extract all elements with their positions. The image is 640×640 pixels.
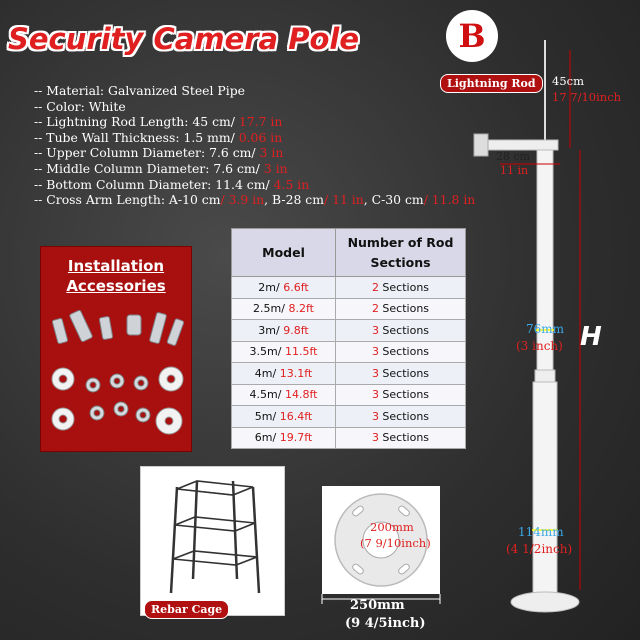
table-row: 5m/ 16.4ft 3 Sections: [232, 406, 466, 428]
table-row: 4m/ 13.1ft 3 Sections: [232, 363, 466, 385]
table-row: 2m/ 6.6ft 2 Sections: [232, 277, 466, 299]
table-row: 3m/ 9.8ft 3 Sections: [232, 320, 466, 342]
accessories-title: Installation Accessories: [66, 257, 166, 295]
rod-length-cm: 45cm: [552, 74, 584, 88]
spec-line: -- Color: White: [34, 98, 126, 114]
rod-length-in: 17 7/10inch: [552, 90, 622, 104]
plate-outer-in: (9 4/5inch): [345, 616, 426, 631]
page-title: Security Camera Pole: [8, 22, 359, 56]
spec-line-crossarm: -- Cross Arm Length: A-10 cm/ 3.9 in, B-28 cm/ 11 in, C-30 cm/ 11.8 in: [34, 192, 476, 208]
spec-line: -- Bottom Column Diameter: 11.4 cm/ 4.5 in: [34, 176, 310, 192]
plate-inner-in: (7 9/10inch): [360, 536, 431, 550]
spec-line: -- Middle Column Diameter: 7.6 cm/ 3 in: [34, 160, 288, 176]
plate-outer-mm: 250mm: [350, 598, 405, 613]
upper-diameter-mm: 76mm: [526, 322, 565, 336]
lower-diameter-in: (4 1/2inch): [506, 542, 573, 556]
lower-diameter-mm: 114mm: [518, 525, 564, 539]
spec-line: -- Lightning Rod Length: 45 cm/ 17.7 in: [34, 114, 283, 130]
spec-list: [34, 83, 475, 208]
spec-line: -- Material: Galvanized Steel Pipe: [34, 83, 245, 98]
arm-length-cm: 28 cm: [496, 150, 531, 163]
table-row: 4.5m/ 14.8ft 3 Sections: [232, 384, 466, 406]
spec-line: -- Upper Column Diameter: 7.6 cm/ 3 in: [34, 145, 284, 161]
table-row: 3.5m/ 11.5ft 3 Sections: [232, 341, 466, 363]
rebar-cage-panel: [140, 466, 285, 616]
version-badge: B: [446, 10, 498, 62]
spec-line: -- Tube Wall Thickness: 1.5 mm/ 0.06 in: [34, 129, 283, 145]
upper-diameter-in: (3 inch): [516, 339, 563, 353]
height-marker: H: [580, 322, 602, 352]
rebar-cage-illustration: [141, 467, 286, 617]
arm-length-in: 11 in: [500, 164, 529, 177]
header-model: Model: [232, 229, 336, 277]
models-table: [231, 228, 466, 449]
table-header-row: [232, 229, 466, 277]
rebar-cage-caption: Rebar Cage: [144, 600, 229, 619]
lightning-rod-caption: Lightning Rod: [440, 74, 543, 93]
plate-inner-mm: 200mm: [370, 520, 414, 534]
table-row: 2.5m/ 8.2ft 2 Sections: [232, 298, 466, 320]
table-row: 6m/ 19.7ft 3 Sections: [232, 427, 466, 449]
header-sections: Number of Rod Sections: [336, 229, 466, 277]
